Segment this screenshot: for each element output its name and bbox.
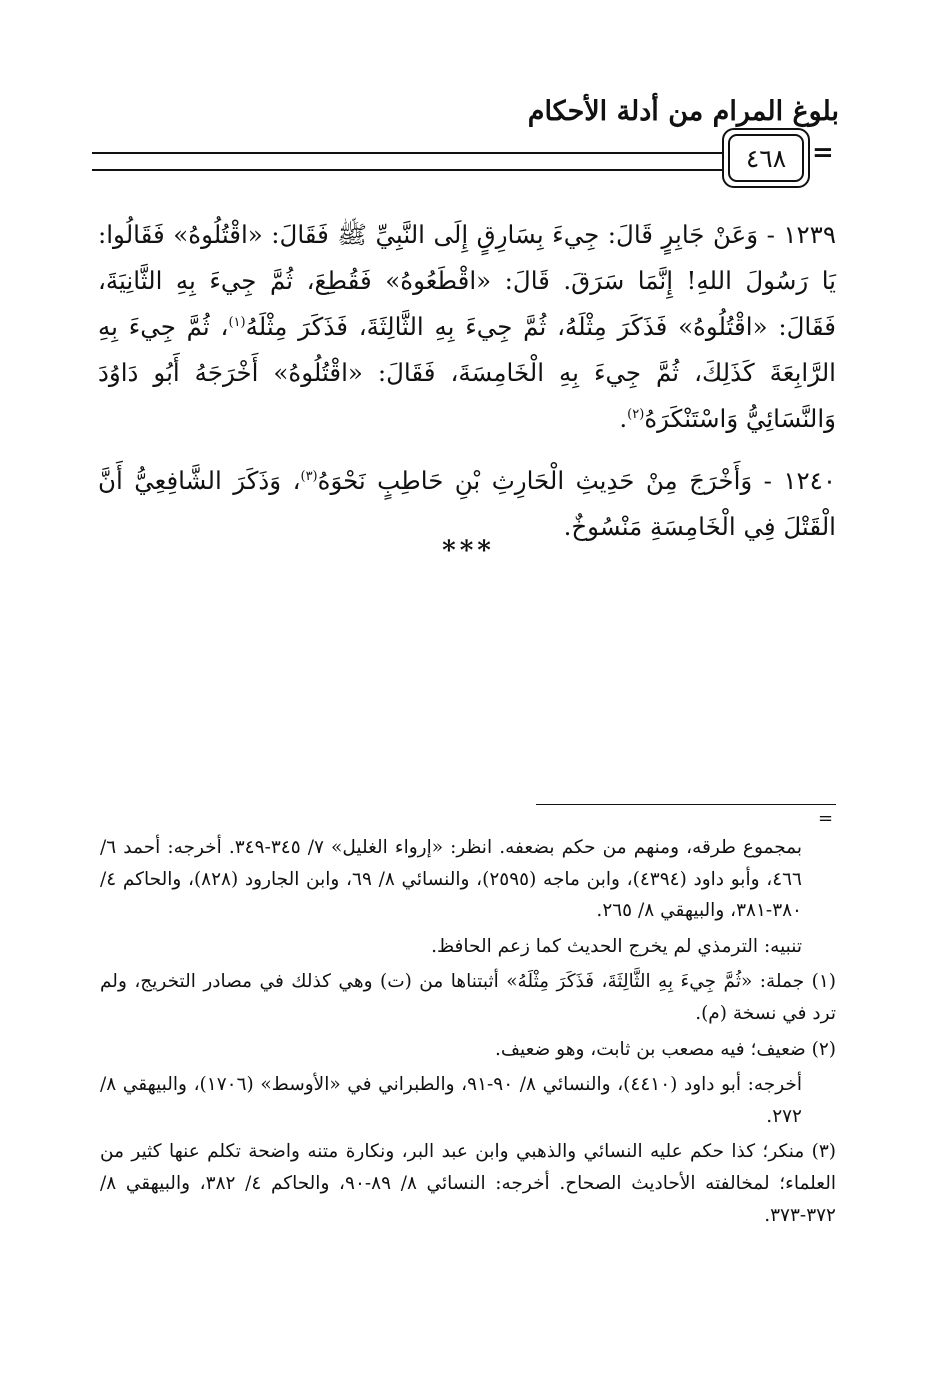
hadith-1239 bbox=[98, 212, 836, 442]
footnote-2: (٢) ضعيف؛ فيه مصعب بن ثابت، وهو ضعيف. bbox=[495, 1038, 836, 1060]
footnote-1: (١) جملة: «ثُمَّ جِيءَ بِهِ الثَّالِثَةَ، فَذَكَرَ مِثْلَهُ» أثبتناها من (ت) وهي كذلك في مصادر التخريج، ولم ترد في نسخة (م). bbox=[100, 971, 836, 1024]
page-number: ٤٦٨ bbox=[728, 134, 804, 182]
footnote-note: تنبيه: الترمذي لم يخرج الحديث كما زعم الحافظ. bbox=[431, 935, 802, 957]
hadith-1240-text-cont: ، وَذَكَرَ الشَّافِعِيُّ أَنَّ الْقَتْلَ فِي الْخَامِسَةِ مَنْسُوخٌ. bbox=[98, 466, 836, 541]
footnote-continuation-mark: = bbox=[818, 808, 834, 829]
main-text bbox=[98, 212, 836, 566]
footnote-ref-2[interactable]: (٢) bbox=[627, 406, 645, 422]
hadith-1240-text: ١٢٤٠ - وَأَخْرَجَ مِنْ حَدِيثِ الْحَارِثِ بْنِ حَاطِبٍ نَحْوَهُ bbox=[317, 466, 836, 495]
header-double-rule bbox=[92, 152, 724, 171]
hadith-1239-text-cont: ، ثُمَّ جِيءَ بِهِ الرَّابِعَةَ كَذَلِكَ، ثُمَّ جِيءَ بِهِ الْخَامِسَةَ، فَقَالَ: «اقْتُلُوهُ» أَخْرَجَهُ أَبُو دَاوُدَ وَالنَّسَائِيُّ وَاسْتَنْكَرَهُ bbox=[98, 312, 836, 433]
footnote-ref-3[interactable]: (٣) bbox=[300, 468, 318, 484]
section-separator: *** bbox=[442, 536, 495, 566]
running-header-title: بلوغ المرام من أدلة الأحكام bbox=[527, 96, 839, 127]
footnote-rule bbox=[536, 804, 836, 805]
footnote-2-sources: أخرجه: أبو داود (٤٤١٠)، والنسائي ٨/ ٩٠-٩١، والطبراني في «الأوسط» (١٧٠٦)، والبيهقي ٨/ ٢٧٢. bbox=[100, 1074, 802, 1127]
footnote-continuation: بمجموع طرقه، ومنهم من حكم بضعفه. انظر: «إرواء الغليل» ٧/ ٣٤٥-٣٤٩. أخرجه: أحمد ٦/ ٤٦٦، وأبو داود (٤٣٩٤)، وابن ماجه (٢٥٩٥)، والنسائي ٨/ ٦٩، وابن الجارود (٨٢٨)، والحاكم ٤/ ٣٨٠-٣٨١، والبيهقي ٨/ ٢٦٥. bbox=[100, 837, 802, 922]
footnote-3: (٣) منكر؛ كذا حكم عليه النسائي والذهبي وابن عبد البر، ونكارة متنه واضحة تكلم عنها كثير من العلماء؛ لمخالفته الأحاديث الصحاح. أخرجه: النسائي ٨/ ٨٩-٩٠، والحاكم ٤/ ٣٨٢، والبيهقي ٨/ ٣٧٢-٣٧٣. bbox=[100, 1141, 836, 1226]
footnote-ref-1[interactable]: (١) bbox=[228, 314, 246, 330]
page-continuation-mark: = bbox=[812, 138, 834, 168]
hadith-1239-end: . bbox=[619, 404, 628, 433]
hadith-1239-text: ١٢٣٩ - وَعَنْ جَابِرٍ قَالَ: جِيءَ بِسَارِقٍ إِلَى النَّبِيِّ ﷺ فَقَالَ: «اقْتُلُوهُ» فَقَالُوا: يَا رَسُولَ اللهِ! إِنَّمَا سَرَقَ. قَالَ: «اقْطَعُوهُ» فَقُطِعَ، ثُمَّ جِيءَ بِهِ الثَّانِيَةَ، فَقَالَ: «اقْتُلُوهُ» فَذَكَرَ مِثْلَهُ، ثُمَّ جِيءَ بِهِ الثَّالِثَةَ، فَذَكَرَ مِثْلَهُ bbox=[98, 220, 836, 341]
footnotes bbox=[100, 832, 836, 1235]
